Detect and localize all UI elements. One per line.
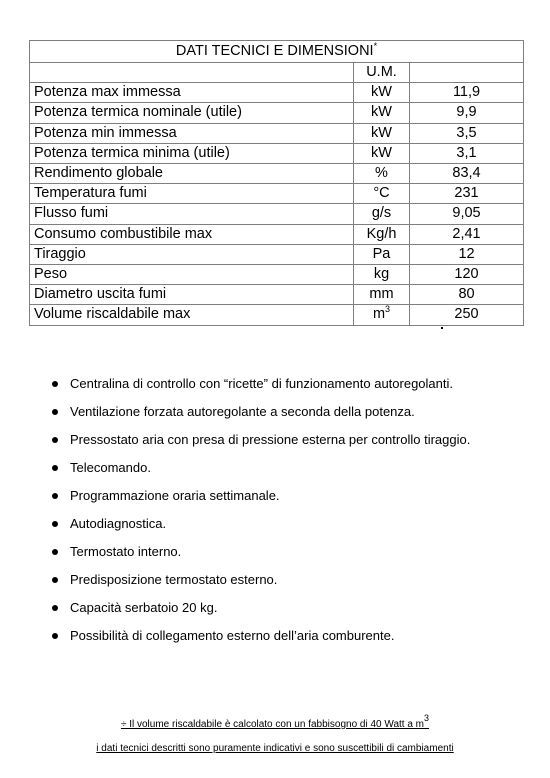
feature-list bbox=[48, 370, 508, 650]
feature-text: Telecomando. bbox=[70, 460, 151, 475]
spec-unit: g/s bbox=[354, 204, 410, 224]
spec-name: Potenza min immessa bbox=[30, 123, 354, 143]
list-item bbox=[48, 594, 508, 622]
spec-unit bbox=[354, 305, 410, 325]
spec-value: 11,9 bbox=[410, 83, 524, 103]
spec-value: 2,41 bbox=[410, 224, 524, 244]
table-title bbox=[30, 41, 524, 63]
footnote-volume-text: ÷ Il volume riscaldabile è calcolato con un fabbisogno di 40 Watt a m bbox=[120, 719, 425, 730]
spec-unit-sup: 3 bbox=[385, 304, 391, 315]
list-item bbox=[48, 566, 508, 594]
list-item bbox=[48, 482, 508, 510]
table-row bbox=[30, 224, 524, 244]
spec-value: 3,5 bbox=[410, 123, 524, 143]
spec-value: 231 bbox=[410, 184, 524, 204]
header-empty-cell bbox=[30, 63, 354, 83]
table-header-row bbox=[30, 63, 524, 83]
bullet-icon bbox=[52, 493, 58, 499]
spec-unit: kW bbox=[354, 83, 410, 103]
bullet-icon bbox=[52, 409, 58, 415]
feature-text: Programmazione oraria settimanale. bbox=[70, 488, 280, 503]
bullet-icon bbox=[52, 521, 58, 527]
list-item bbox=[48, 622, 508, 650]
title-mark: * bbox=[373, 41, 378, 51]
spec-value: 120 bbox=[410, 265, 524, 285]
spec-unit: % bbox=[354, 164, 410, 184]
list-item bbox=[48, 370, 508, 398]
spec-unit: °C bbox=[354, 184, 410, 204]
feature-text: Capacità serbatoio 20 kg. bbox=[70, 600, 218, 615]
bullet-icon bbox=[52, 381, 58, 387]
footnote-disclaimer: i dati tecnici descritti sono puramente indicativi e sono suscettibili di cambiamenti bbox=[96, 743, 454, 754]
table-row bbox=[30, 164, 524, 184]
feature-text: Possibilità di collegamento esterno dell’aria comburente. bbox=[70, 628, 395, 643]
specs-table bbox=[29, 40, 524, 326]
bullet-icon bbox=[52, 465, 58, 471]
spec-name: Tiraggio bbox=[30, 244, 354, 264]
table-row bbox=[30, 83, 524, 103]
bullet-icon bbox=[52, 549, 58, 555]
table-row bbox=[30, 123, 524, 143]
spec-name: Diametro uscita fumi bbox=[30, 285, 354, 305]
feature-text: Autodiagnostica. bbox=[70, 516, 167, 531]
feature-text: Pressostato aria con presa di pressione esterna per controllo tiraggio. bbox=[70, 432, 471, 447]
spec-name: Potenza termica minima (utile) bbox=[30, 143, 354, 163]
spec-name: Consumo combustibile max bbox=[30, 224, 354, 244]
feature-text: Termostato interno. bbox=[70, 544, 182, 559]
spec-unit: Pa bbox=[354, 244, 410, 264]
bullet-icon bbox=[52, 437, 58, 443]
spec-unit: kg bbox=[354, 265, 410, 285]
spec-name: Rendimento globale bbox=[30, 164, 354, 184]
table-title-text: DATI TECNICI E DIMENSIONI bbox=[175, 43, 374, 59]
table-row bbox=[30, 285, 524, 305]
feature-text: Centralina di controllo con “ricette” di funzionamento autoregolanti. bbox=[70, 376, 453, 391]
table-row bbox=[30, 103, 524, 123]
stray-mark bbox=[441, 327, 443, 329]
bullet-icon bbox=[52, 577, 58, 583]
footnote-volume bbox=[0, 713, 550, 730]
spec-value: 250 bbox=[410, 305, 524, 325]
spec-value: 80 bbox=[410, 285, 524, 305]
spec-value: 9,05 bbox=[410, 204, 524, 224]
spec-name: Flusso fumi bbox=[30, 204, 354, 224]
table-row bbox=[30, 204, 524, 224]
spec-unit: kW bbox=[354, 123, 410, 143]
spec-unit: Kg/h bbox=[354, 224, 410, 244]
unit-header: U.M. bbox=[354, 63, 410, 83]
spec-value: 12 bbox=[410, 244, 524, 264]
table-row bbox=[30, 265, 524, 285]
list-item bbox=[48, 510, 508, 538]
list-item bbox=[48, 454, 508, 482]
spec-value: 83,4 bbox=[410, 164, 524, 184]
list-item bbox=[48, 426, 508, 454]
table-row bbox=[30, 305, 524, 325]
list-item bbox=[48, 398, 508, 426]
spec-value: 9,9 bbox=[410, 103, 524, 123]
spec-unit: kW bbox=[354, 103, 410, 123]
table-row bbox=[30, 184, 524, 204]
spec-name: Potenza max immessa bbox=[30, 83, 354, 103]
table-body bbox=[30, 83, 524, 325]
table-row bbox=[30, 143, 524, 163]
header-empty-cell bbox=[410, 63, 524, 83]
table-title-row bbox=[30, 41, 524, 63]
spec-unit-text: m bbox=[372, 306, 386, 323]
spec-name: Temperatura fumi bbox=[30, 184, 354, 204]
spec-unit: mm bbox=[354, 285, 410, 305]
list-item bbox=[48, 538, 508, 566]
spec-name: Potenza termica nominale (utile) bbox=[30, 103, 354, 123]
spec-unit: kW bbox=[354, 143, 410, 163]
spec-name: Peso bbox=[30, 265, 354, 285]
table-row bbox=[30, 244, 524, 264]
spec-name: Volume riscaldabile max bbox=[30, 305, 354, 325]
feature-text: Predisposizione termostato esterno. bbox=[70, 572, 278, 587]
bullet-icon bbox=[52, 633, 58, 639]
spec-value: 3,1 bbox=[410, 143, 524, 163]
bullet-icon bbox=[52, 605, 58, 611]
feature-text: Ventilazione forzata autoregolante a seconda della potenza. bbox=[70, 404, 415, 419]
footnote-volume-sup: 3 bbox=[424, 713, 430, 723]
